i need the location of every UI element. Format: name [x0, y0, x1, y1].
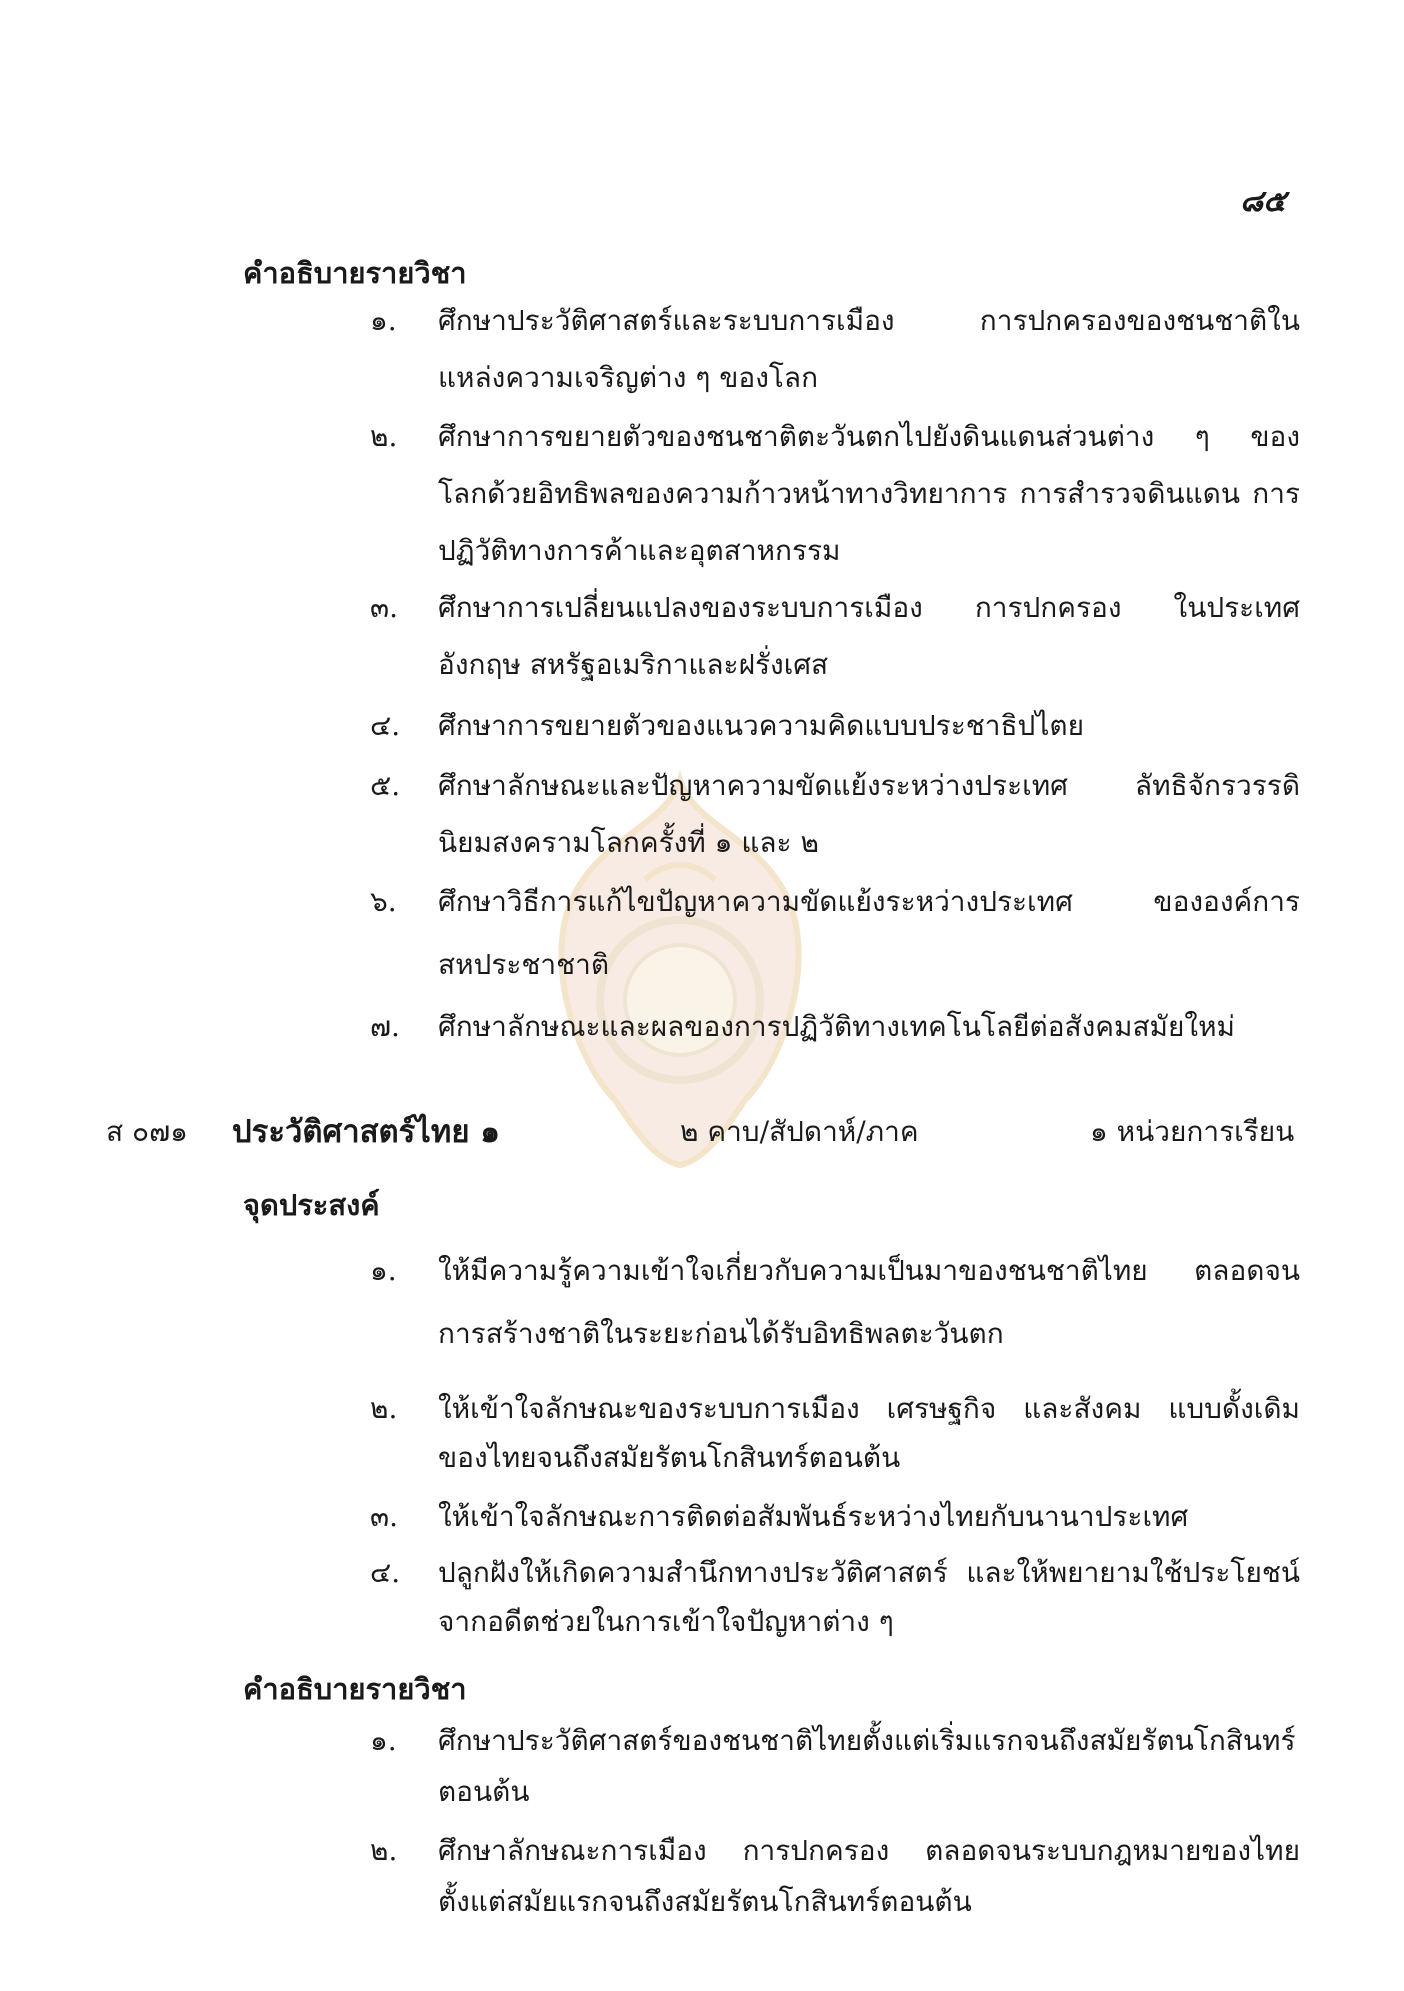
item-text: จากอดีตช่วยในการเข้าใจปัญหาต่าง ๆ: [438, 1605, 894, 1638]
item-number: ๓.: [370, 1500, 399, 1533]
item-number: ๔.: [370, 1556, 401, 1589]
item-number: ๔.: [370, 709, 401, 742]
item-text: ปฏิวัติทางการค้าและอุตสาหกรรม: [438, 534, 841, 567]
item-text: ศึกษาลักษณะและผลของการปฏิวัติทางเทคโนโลยีต่อสังคมสมัยใหม่: [438, 1010, 1236, 1043]
item-text: แหล่งความเจริญต่าง ๆ ของโลก: [438, 361, 819, 394]
item-number: ๗.: [370, 1010, 400, 1043]
item-text: ตั้งแต่สมัยแรกจนถึงสมัยรัตนโกสินทร์ตอนต้น: [438, 1885, 972, 1918]
item-text: ศึกษาการขยายตัวของชนชาติตะวันตกไปยังดินแดนส่วนต่าง ๆ ของ: [438, 420, 1300, 453]
page-number: ๘๕: [1240, 184, 1286, 219]
item-text: การสร้างชาติในระยะก่อนได้รับอิทธิพลตะวันตก: [438, 1317, 1004, 1350]
item-number: ๑.: [370, 1724, 397, 1757]
item-text: ให้เข้าใจลักษณะของระบบการเมือง เศรษฐกิจ และสังคม แบบดั้งเดิม: [438, 1392, 1300, 1425]
course-hours: ๒ คาบ/สัปดาห์/ภาค: [680, 1115, 919, 1148]
item-number: ๕.: [370, 769, 401, 802]
course-code: ส ๐๗๑: [106, 1115, 188, 1148]
item-text: ให้มีความรู้ความเข้าใจเกี่ยวกับความเป็นมาของชนชาติไทย ตลอดจน: [438, 1254, 1300, 1287]
item-number: ๒.: [370, 1834, 398, 1867]
item-text: ศึกษาประวัติศาสตร์และระบบการเมือง การปกครองของชนชาติใน: [438, 304, 1300, 337]
course-credit: ๑ หน่วยการเรียน: [1090, 1115, 1295, 1148]
item-text: ศึกษาลักษณะการเมือง การปกครอง ตลอดจนระบบกฎหมายของไทย: [438, 1834, 1300, 1867]
item-number: ๑.: [370, 1254, 397, 1287]
section-heading-course-description-2: คำอธิบายรายวิชา: [243, 1672, 467, 1706]
section-heading-course-description: คำอธิบายรายวิชา: [243, 256, 467, 290]
item-text: ศึกษาลักษณะและปัญหาความขัดแย้งระหว่างประเทศ ลัทธิจักรวรรดิ: [438, 769, 1300, 802]
item-text: ศึกษาวิธีการแก้ไขปัญหาความขัดแย้งระหว่างประเทศ ขององค์การ: [438, 885, 1300, 918]
item-number: ๒.: [370, 420, 398, 453]
item-text: ศึกษาการขยายตัวของแนวความคิดแบบประชาธิปไตย: [438, 709, 1084, 742]
item-number: ๒.: [370, 1392, 398, 1425]
item-text: อังกฤษ สหรัฐอเมริกาและฝรั่งเศส: [438, 648, 829, 681]
item-text: ตอนต้น: [438, 1775, 530, 1808]
item-number: ๖.: [370, 885, 397, 918]
item-number: ๓.: [370, 591, 399, 624]
item-text: นิยมสงครามโลกครั้งที่ ๑ และ ๒: [438, 826, 819, 859]
item-text: ปลูกฝังให้เกิดความสำนึกทางประวัติศาสตร์ และให้พยายามใช้ประโยชน์: [438, 1556, 1300, 1589]
item-text: สหประชาชาติ: [438, 948, 610, 981]
item-text: ให้เข้าใจลักษณะการติดต่อสัมพันธ์ระหว่างไทยกับนานาประเทศ: [438, 1500, 1189, 1533]
item-text: ศึกษาประวัติศาสตร์ของชนชาติไทยตั้งแต่เริ่มแรกจนถึงสมัยรัตนโกสินทร์: [438, 1724, 1296, 1757]
course-name: ประวัติศาสตร์ไทย ๑: [232, 1114, 500, 1150]
section-heading-objectives: จุดประสงค์: [243, 1188, 380, 1222]
item-number: ๑.: [370, 304, 397, 337]
item-text: ศึกษาการเปลี่ยนแปลงของระบบการเมือง การปกครอง ในประเทศ: [438, 591, 1300, 624]
item-text: ของไทยจนถึงสมัยรัตนโกสินทร์ตอนต้น: [438, 1441, 901, 1474]
item-text: โลกด้วยอิทธิพลของความก้าวหน้าทางวิทยาการ การสำรวจดินแดน การ: [438, 477, 1300, 510]
